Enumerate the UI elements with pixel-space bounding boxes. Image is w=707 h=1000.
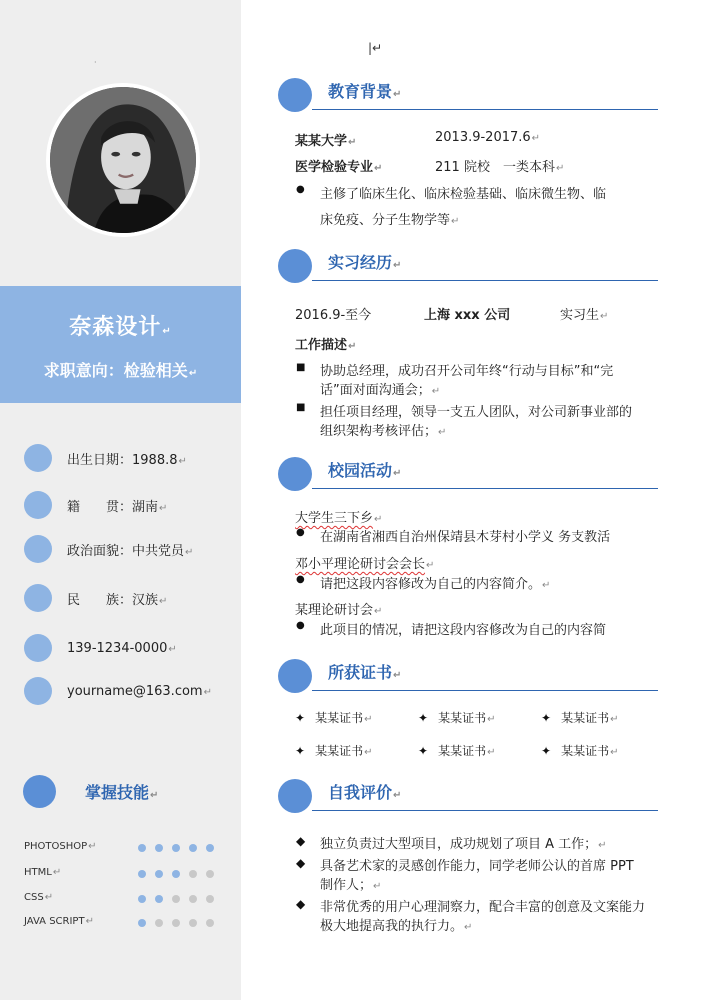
skill-dot-filled (138, 919, 146, 927)
skill-dot-empty (189, 870, 197, 878)
work-item-line: 担任项目经理，领导一支五人团队，对公司新事业部的 (320, 405, 633, 420)
info-email: yourname@163.com↵ (24, 677, 212, 705)
paragraph-dot: · (94, 58, 97, 67)
work-item-line: 话”面对面沟通会；↵ (320, 383, 441, 398)
star-bullet-icon: ✦ (541, 711, 552, 725)
skill-dot-filled (138, 895, 146, 903)
bullet-icon: ● (296, 184, 305, 195)
courses-line: 主修了临床生化、临床检验基础、临床微生物、临 (320, 187, 607, 202)
section-title: 校园活动↵ (328, 461, 402, 480)
section-campus (278, 457, 658, 491)
info-circle-icon (24, 634, 52, 662)
section-circle-icon (278, 249, 312, 283)
certificate-item: ✦ 某某证书↵ (295, 711, 373, 725)
square-bullet-icon: ■ (296, 402, 306, 413)
education-period: 2013.9-2017.6↵ (435, 130, 541, 145)
section-certificates (278, 659, 658, 693)
section-title: 实习经历↵ (328, 253, 402, 272)
bullet-icon: ● (296, 574, 305, 585)
self-eval-line: 具备艺术家的灵感创作能力，同学老师公认的首席 PPT (320, 859, 634, 874)
school-name: 某某大学↵ (295, 134, 357, 149)
info-circle-icon (24, 444, 52, 472)
skill-dot-empty (172, 895, 180, 903)
certificate-item: ✦ 某某证书↵ (541, 744, 619, 758)
section-divider (312, 690, 658, 691)
skill-dot-filled (206, 844, 214, 852)
skill-dot-filled (189, 844, 197, 852)
certificate-item: ✦ 某某证书↵ (541, 711, 619, 725)
activity-name: 某理论研讨会↵ (295, 603, 383, 618)
section-divider (312, 109, 658, 110)
self-eval-line: 非常优秀的用户心理洞察力，配合丰富的创意及文案能力 (320, 900, 646, 915)
info-birthdate: 出生日期：1988.8↵ (24, 444, 187, 472)
skill-dot-filled (155, 844, 163, 852)
section-title: 所获证书↵ (328, 663, 402, 682)
star-bullet-icon: ✦ (418, 711, 429, 725)
skill-dot-filled (155, 895, 163, 903)
skill-dot-filled (138, 870, 146, 878)
activity-name: 大学生三下乡↵ (295, 511, 383, 526)
section-title: 自我评价↵ (328, 783, 402, 802)
info-ethnicity: 民 族：汉族↵ (24, 584, 167, 612)
info-circle-icon (24, 535, 52, 563)
star-bullet-icon: ✦ (541, 744, 552, 758)
courses-line: 床免疫、分子生物学等↵ (320, 213, 460, 228)
sidebar (0, 0, 241, 1000)
activity-detail: 请把这段内容修改为自己的内容简介。↵ (320, 577, 551, 592)
star-bullet-icon: ✦ (295, 744, 306, 758)
star-bullet-icon: ✦ (418, 744, 429, 758)
square-bullet-icon: ■ (296, 362, 306, 373)
info-phone: 139-1234-0000↵ (24, 634, 177, 662)
section-internship (278, 249, 658, 283)
text-cursor: |↵ (368, 41, 383, 55)
portrait-image (50, 87, 196, 233)
skill-dot-filled (172, 870, 180, 878)
skill-dot-empty (172, 919, 180, 927)
skill-dot-empty (206, 870, 214, 878)
drop-bullet-icon: ◆ (296, 834, 306, 848)
skill-dot-empty (189, 895, 197, 903)
skills-heading: 掌握技能↵ (23, 774, 158, 808)
info-circle-icon (24, 584, 52, 612)
certificate-item: ✦ 某某证书↵ (418, 744, 496, 758)
section-education (278, 78, 658, 112)
skill-dot-empty (155, 919, 163, 927)
name-band (0, 286, 241, 403)
section-divider (312, 280, 658, 281)
info-hometown: 籍 贯：湖南↵ (24, 491, 167, 519)
skill-level-dots (138, 919, 214, 927)
activity-detail: 此项目的情况，请把这段内容修改为自己的内容简 (320, 623, 607, 638)
activity-detail: 在湖南省湘西自治州保靖县木芽村小学义 务支教活 (320, 530, 611, 545)
skill-dot-empty (206, 919, 214, 927)
skill-dot-empty (189, 919, 197, 927)
skill-row: CSS↵ (24, 892, 224, 908)
skills-circle-icon (23, 775, 56, 808)
activity-name: 邓小平理论研讨会会长↵ (295, 557, 435, 572)
skill-row: JAVA SCRIPT↵ (24, 916, 224, 932)
self-eval-line: 独立负责过大型项目，成功规划了项目 A 工作；↵ (320, 837, 607, 852)
drop-bullet-icon: ◆ (296, 897, 306, 911)
certificate-item: ✦ 某某证书↵ (295, 744, 373, 758)
info-circle-icon (24, 491, 52, 519)
skill-level-dots (138, 844, 214, 852)
self-eval-line: 制作人；↵ (320, 878, 382, 893)
skill-level-dots (138, 870, 214, 878)
bullet-icon: ● (296, 620, 305, 631)
skill-dot-filled (155, 870, 163, 878)
info-political: 政治面貌：中共党员↵ (24, 535, 193, 563)
intern-role: 实习生↵ (560, 308, 609, 323)
intern-company: 上海 xxx 公司 (424, 308, 511, 323)
section-circle-icon (278, 78, 312, 112)
section-divider (312, 810, 658, 811)
section-circle-icon (278, 457, 312, 491)
info-circle-icon (24, 677, 52, 705)
section-circle-icon (278, 779, 312, 813)
certificate-item: ✦ 某某证书↵ (418, 711, 496, 725)
drop-bullet-icon: ◆ (296, 856, 306, 870)
work-item-line: 协助总经理，成功召开公司年终“行动与目标”和“完 (320, 364, 614, 379)
skill-row: HTML↵ (24, 867, 224, 883)
work-item-line: 组织架构考核评估；↵ (320, 424, 447, 439)
skill-row: PHOTOSHOP↵ (24, 841, 224, 857)
skill-dot-filled (172, 844, 180, 852)
bullet-icon: ● (296, 527, 305, 538)
self-eval-line: 极大地提高我的执行力。↵ (320, 919, 473, 934)
star-bullet-icon: ✦ (295, 711, 306, 725)
skill-level-dots (138, 895, 214, 903)
skill-dot-empty (206, 895, 214, 903)
work-desc-label: 工作描述↵ (295, 338, 357, 353)
major-name: 医学检验专业↵ (295, 160, 383, 175)
section-circle-icon (278, 659, 312, 693)
job-intent: 求职意向：检验相关↵ (43, 361, 198, 380)
avatar (46, 83, 200, 237)
intern-period: 2016.9-至今 (295, 308, 372, 323)
candidate-name: 奈森设计↵ (69, 315, 172, 340)
section-divider (312, 488, 658, 489)
section-self-evaluation (278, 779, 658, 813)
school-type: 211 院校 一类本科↵ (435, 160, 565, 175)
section-title: 教育背景↵ (328, 82, 402, 101)
skill-dot-filled (138, 844, 146, 852)
